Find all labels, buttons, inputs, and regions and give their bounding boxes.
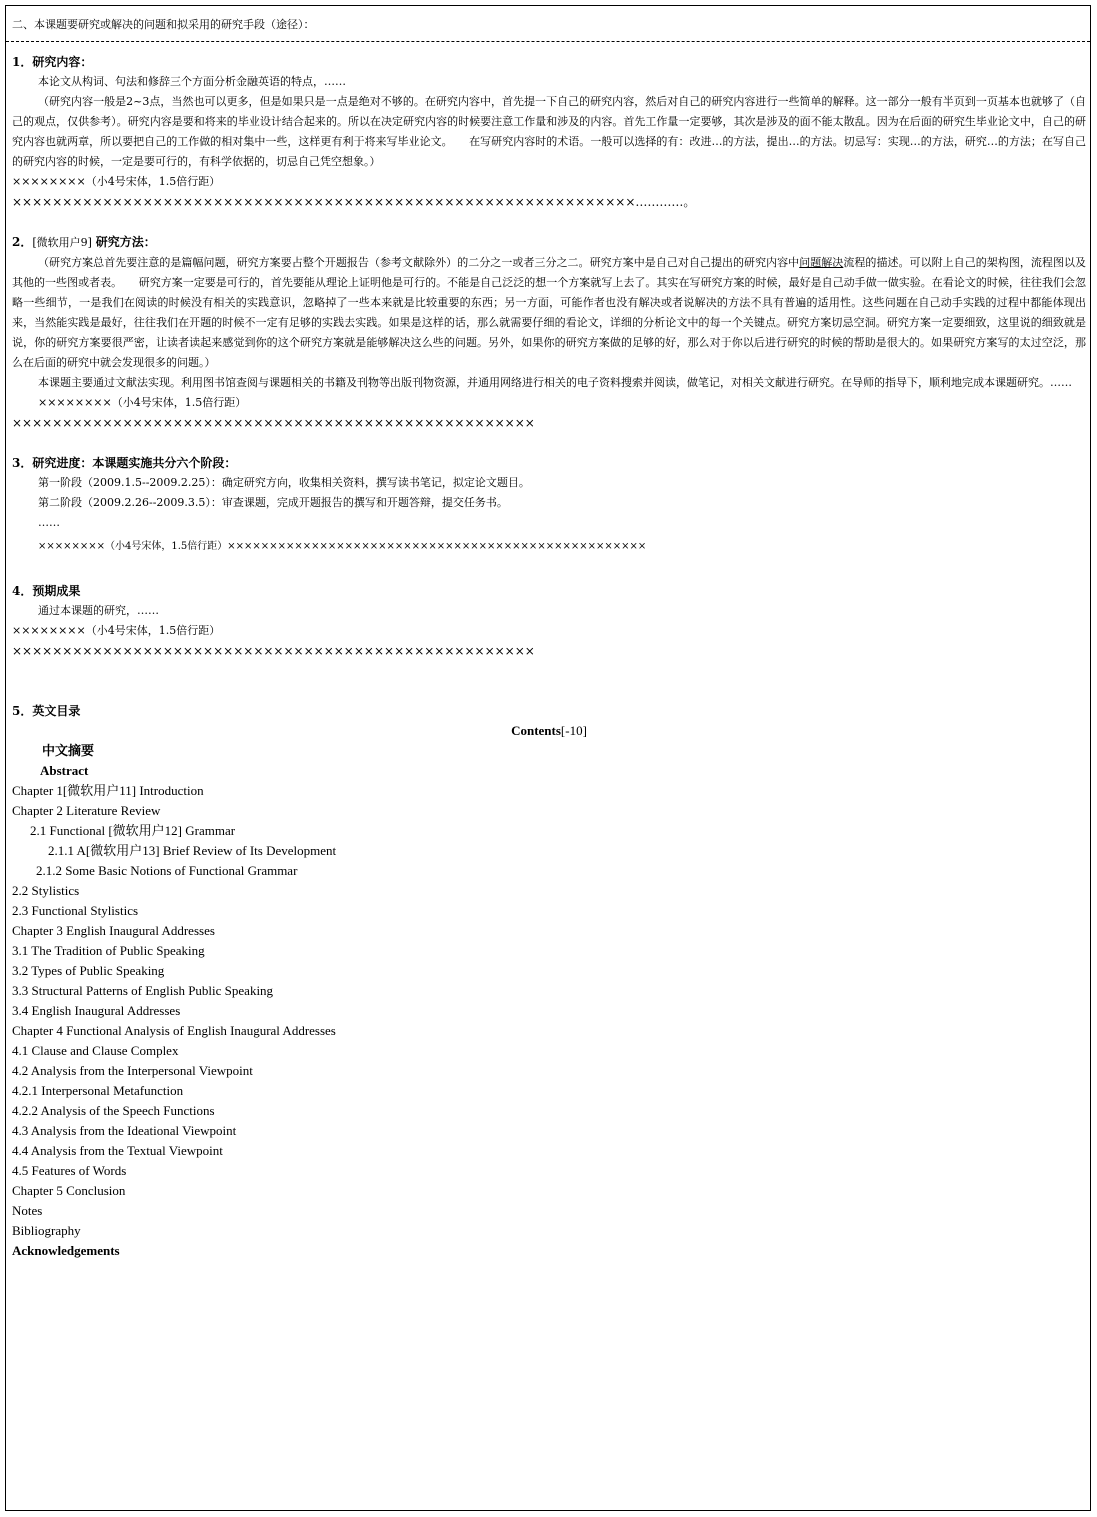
- toc-entry: 4.5 Features of Words: [12, 1163, 127, 1178]
- section-header: [6, 6, 1090, 42]
- toc-entry: Notes: [12, 1203, 43, 1218]
- section3-stage1: 第一阶段（2009.1.5--2009.2.25）：确定研究方向，收集相关资料，撰写读书笔记，拟定论文题目。: [38, 476, 530, 489]
- toc-entry: 2.3 Functional Stylistics: [12, 903, 139, 918]
- toc-entry: 3.4 English Inaugural Addresses: [12, 1003, 181, 1018]
- section1-xline: ××××××××××××××××××××××××××××××××××××××××××××××××××××××××××××××…………。: [12, 195, 696, 209]
- toc-entry: Chapter 1[微软用户11] Introduction: [12, 783, 204, 798]
- section3-ellipsis: ……: [38, 516, 60, 529]
- toc-entry: 中文摘要: [42, 743, 95, 758]
- section2-heading-text: 研究方法：: [95, 235, 156, 249]
- section2-para1-a: （研究方案总首先要注意的是篇幅问题，研究方案要占整个开题报告（参考文献除外）的二分之一或者三分之二。研究方案中是自己对自己提出的研究内容中: [38, 256, 800, 269]
- content-body: [12, 52, 1086, 1261]
- section4-line1: 通过本课题的研究，……: [38, 604, 159, 617]
- section1-paragraph: （研究内容一般是2~3点，当然也可以更多，但是如果只是一点是绝对不够的。在研究内容中，首先提一下自己的研究内容，然后对自己的研究内容进行一些简单的解释。这一部分一般有半页到一页基本也就够了（自己的观点，仅供参考）。研究内容是要和将来的毕业设计结合起来的。所以在决定研究内容的时候要注意工作量和涉及的内容。首先工作量一定要够，其次是涉及的面不能太散乱。因为在后面的研究生毕业论文中，自己的研究内容也就两章，所以要把自己的工作做的相对集中一些，这样更有利于将来写毕业论文。 在写研究内容时的术语。一般可以选择的有：改进…的方法，提出…的方法。切忌写：实现…的方法，研究…的方法；在写自己的研究内容的时候，一定是要可行的，有科学依据的，切忌自己凭空想象。）: [12, 95, 1086, 168]
- toc-entry: 4.2.2 Analysis of the Speech Functions: [12, 1103, 215, 1118]
- section4-xline: ××××××××××××××××××××××××××××××××××××××××××××××××××××: [12, 644, 535, 658]
- toc-entry: 2.2 Stylistics: [12, 883, 80, 898]
- section2-xline: ××××××××××××××××××××××××××××××××××××××××××××××××××××: [12, 416, 535, 430]
- toc-entry: 4.2 Analysis from the Interpersonal Viewpoint: [12, 1063, 253, 1078]
- section4-heading: 4．预期成果: [12, 584, 81, 598]
- section2-paragraph1: [12, 253, 1086, 373]
- contents-title-row: [12, 721, 1086, 741]
- section3-xline: ××××××××（小4号宋体，1.5倍行距）××××××××××××××××××××××××××××××××××××××××××××××××××: [38, 541, 647, 552]
- section2-heading: [12, 232, 1086, 253]
- toc-entry: 4.1 Clause and Clause Complex: [12, 1043, 179, 1058]
- toc-entry: 2.1 Functional [微软用户12] Grammar: [30, 823, 236, 838]
- toc-entry: 3.2 Types of Public Speaking: [12, 963, 165, 978]
- section5-heading: 5．英文目录: [12, 704, 81, 718]
- toc-entry: 3.1 The Tradition of Public Speaking: [12, 943, 205, 958]
- section1-line1: 本论文从构词、句法和修辞三个方面分析金融英语的特点，……: [38, 75, 346, 88]
- contents-comment-marker: [-10]: [560, 723, 587, 738]
- toc-entry: 2.1.2 Some Basic Notions of Functional Grammar: [36, 863, 298, 878]
- toc-entry: Chapter 5 Conclusion: [12, 1183, 126, 1198]
- toc-entry: 4.2.1 Interpersonal Metafunction: [12, 1083, 184, 1098]
- section2-note: ××××××××（小4号宋体，1.5倍行距）: [38, 396, 247, 409]
- toc-entry: Abstract: [40, 763, 89, 778]
- toc-entry: Bibliography: [12, 1223, 81, 1238]
- toc-entry: 2.1.1 A[微软用户13] Brief Review of Its Development: [48, 843, 337, 858]
- toc-list: [12, 741, 1086, 1261]
- section1-heading: 1．研究内容：: [12, 55, 93, 69]
- toc-entry: 3.3 Structural Patterns of English Public Speaking: [12, 983, 274, 998]
- form-frame: [5, 5, 1091, 1511]
- toc-entry: Chapter 4 Functional Analysis of English Inaugural Addresses: [12, 1023, 336, 1038]
- contents-title: Contents: [511, 723, 561, 738]
- section2-para1-underline: 问题解决: [799, 256, 844, 269]
- section2-heading-num: 2．: [12, 235, 33, 249]
- toc-entry: Acknowledgements: [12, 1243, 120, 1258]
- toc-entry: Chapter 2 Literature Review: [12, 803, 161, 818]
- toc-entry: 4.3 Analysis from the Ideational Viewpoint: [12, 1123, 237, 1138]
- toc-entry: 4.4 Analysis from the Textual Viewpoint: [12, 1143, 223, 1158]
- section2-para1-b: 流程的描述。可以附上自己的架构图，流程图以及其他的一些图或者表。 研究方案一定要是可行的，首先要能从理论上证明他是可行的。不能是自己泛泛的想一个方案就写上去了。其实在写研究方案的时候，最好是自己动手做一做实验。在看论文的时候，往往我们会忽略一些细节，一是我们在阅读的时候没有相关的实践意识，忽略掉了一些本来就是比较重要的东西；另一方面，可能作者也没有解决或者说解决的方法不具有普遍的适用性。这些问题在自己动手实践的过程中都能体现出来，当然能实践是最好，往往我们在开题的时候不一定有足够的实践去实践。如果是这样的话，那么就需要仔细的看论文，详细的分析论文中的每一个关键点。研究方案切忌空洞。研究方案一定要细致，这里说的细致就是说，你的研究方案要很严密，让读者读起来感觉到你的这个研究方案就是能够解决这么些的问题。另外，如果你的研究方案做的足够的好，那么对于你以后进行研究的时候的帮助是很大的。如果研究方案写的太过空泛，那么在后面的研究中就会发现很多的问题。）: [12, 256, 1087, 369]
- section1-note: ××××××××（小4号宋体，1.5倍行距）: [12, 175, 221, 188]
- section3-stage2: 第二阶段（2009.2.26--2009.3.5）：审查课题，完成开题报告的撰写和开题答辩，提交任务书。: [38, 496, 508, 509]
- section4-note: ××××××××（小4号宋体，1.5倍行距）: [12, 624, 221, 637]
- section3-heading: 3．研究进度：本课题实施共分六个阶段：: [12, 456, 237, 470]
- section2-heading-user-comment: [微软用户9]: [32, 236, 92, 249]
- section2-paragraph2: 本课题主要通过文献法实现。利用图书馆查阅与课题相关的书籍及刊物等出版刊物资源，并通用网络进行相关的电子资料搜索并阅读，做笔记，对相关文献进行研究。在导师的指导下，顺利地完成本课题研究。……: [38, 376, 1072, 389]
- header-title: 二、本课题要研究或解决的问题和拟采用的研究手段（途径）：: [12, 18, 315, 31]
- toc-entry: Chapter 3 English Inaugural Addresses: [12, 923, 215, 938]
